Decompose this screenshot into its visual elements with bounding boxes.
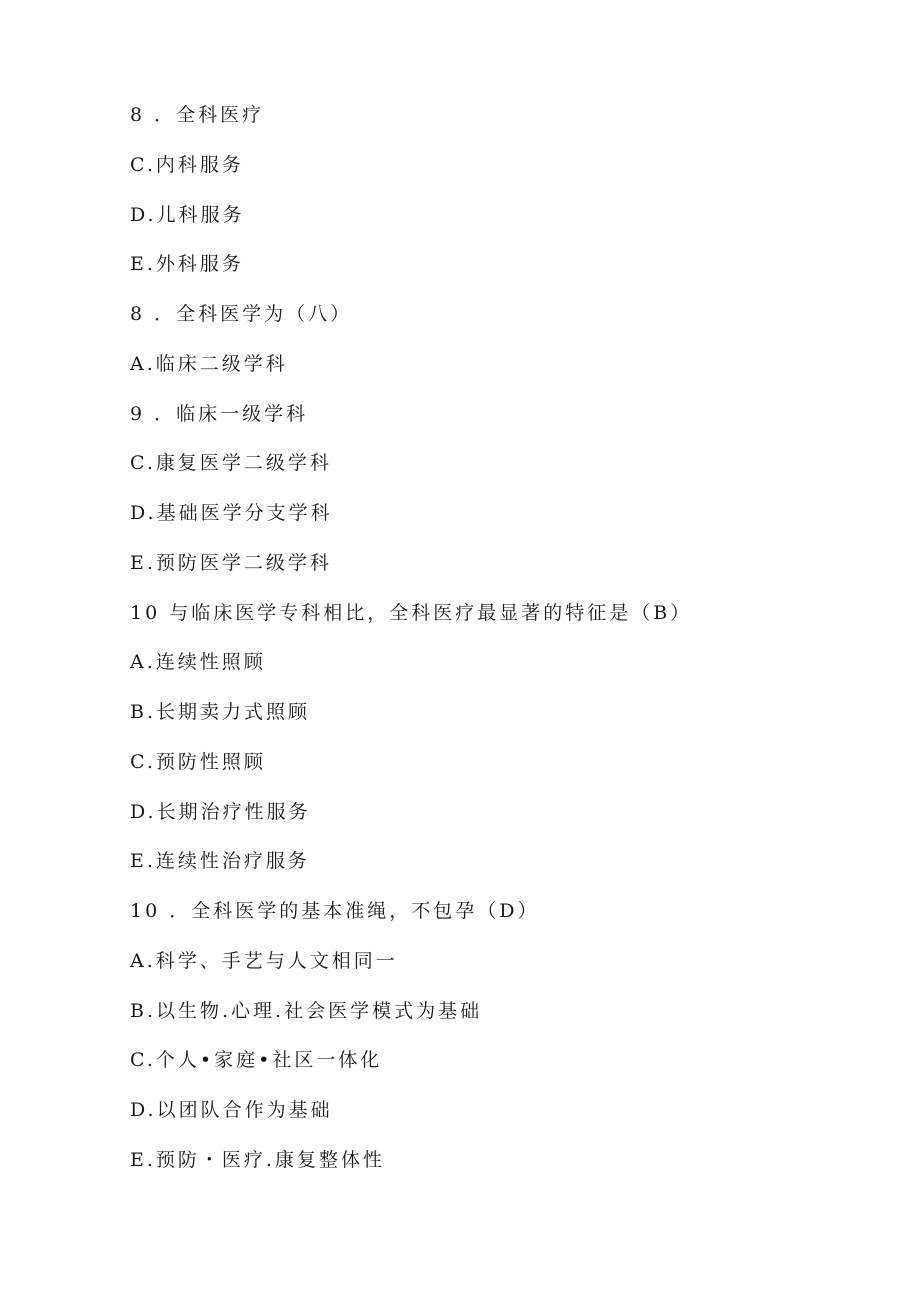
text-line: 8 ．全科医疗: [130, 104, 265, 126]
text-line: A.科学、手艺与人文相同一: [130, 949, 398, 972]
text-line: E.外科服务: [130, 253, 244, 276]
question-text: [130, 100, 870, 1195]
text-line: D.儿科服务: [130, 203, 245, 226]
text-line: 9 ．临床一级学科: [130, 402, 309, 425]
text-line: E.预防・医疗.康复整体性: [130, 1148, 385, 1171]
text-line: C.预防性照顾: [130, 750, 266, 773]
text-line: E.连续性治疗服务: [130, 850, 310, 873]
text-line: D.以团队合作为基础: [130, 1099, 333, 1121]
text-line: C.康复医学二级学科: [130, 452, 332, 475]
text-line: B.长期卖力式照顾: [130, 701, 311, 723]
text-line: B.以生物.心理.社会医学模式为基础: [130, 999, 483, 1022]
text-line: A.连续性照顾: [130, 651, 266, 674]
text-line: 10 ．全科医学的基本准绳，不包孕（D）: [130, 900, 540, 922]
text-line: C.个人•家庭•社区一体化: [130, 1049, 383, 1072]
text-line: 8 ．全科医学为（八）: [130, 303, 353, 325]
text-line: A.临床二级学科: [130, 352, 288, 375]
text-line: C.内科服务: [130, 153, 244, 176]
text-line: D.基础医学分支学科: [130, 502, 333, 524]
text-line: 10 与临床医学专科相比，全科医疗最显著的特征是（B）: [130, 601, 693, 624]
text-line: D.长期治疗性服务: [130, 800, 311, 823]
text-line: E.预防医学二级学科: [130, 551, 332, 574]
